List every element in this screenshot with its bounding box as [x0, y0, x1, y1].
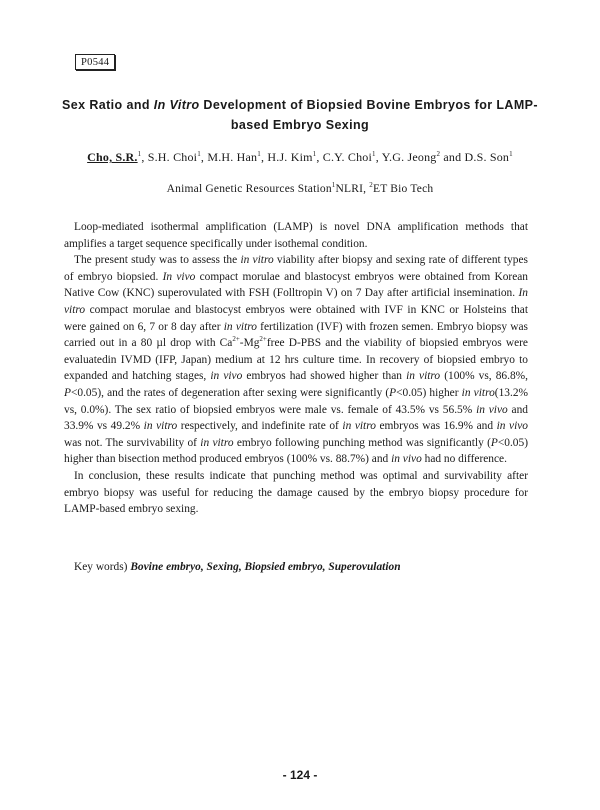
affiliation: Animal Genetic Resources Station$^1$NLRI, $^2$ET Bio Tech [166, 181, 434, 195]
page-number: - 124 - [282, 768, 318, 782]
author-item: S.H. Choi$^1$, [147, 150, 208, 164]
text-run: free D-PBS and the viability of biopsied embryos were evaluatedin IVMD (IFP, Japan) medium at 12 hrs culture time. In recovery of biopsied embryo to expanded and hatching stages, [64, 337, 528, 383]
text-run: respectively, and indefinite rate of [177, 420, 343, 433]
superscript-text: 2+ [259, 335, 267, 344]
text-run: <0.05) higher [396, 386, 462, 399]
author-affil-mark: 1 [137, 150, 142, 158]
text-run: embryo following punching method was significantly ( [233, 436, 491, 449]
author-affil-mark: 1 [257, 150, 261, 158]
author-name: M.H. Han [207, 150, 258, 164]
keywords-label: Key words) [74, 561, 131, 573]
italic-text: In vitro [64, 287, 528, 316]
author-affil-mark: 1 [312, 150, 317, 158]
text-run: embryos had showed higher than [242, 370, 407, 383]
text-run: was not. The survivability of [64, 436, 201, 449]
text-run: <0.05) higher than bisection method produced embryos (100% vs. 88.7%) and [64, 436, 528, 466]
author-item: Y.G. Jeong$^2$ and [381, 150, 465, 164]
author-item: Cho, S.R.$^1$, [87, 150, 148, 164]
italic-text: in vitro [223, 320, 257, 333]
author-item: M.H. Han$^1$, [207, 150, 268, 164]
italic-text: in vivo [210, 370, 243, 383]
italic-text: in vivo [496, 420, 528, 433]
italic-text: in vitro [240, 254, 274, 267]
author-name: H.J. Kim [267, 150, 313, 164]
text-run: In conclusion, these results indicate that punching method was optimal and survivability after embryo biopsy was useful for reducing the damage caused by the embryo biopsy procedure for LAMP-based embryo sexing. [64, 469, 528, 516]
italic-text: in vivo [476, 403, 508, 416]
text-run: embryos was 16.9% and [375, 420, 497, 433]
author-item [465, 150, 513, 164]
abstract-code: P0544 [75, 54, 115, 70]
italic-text: in vitro [342, 420, 376, 433]
author-name: C.Y. Choi [322, 150, 373, 164]
title-post: Development of Biopsied Bovine Embryos for LAMP-based Embryo Sexing [199, 98, 538, 132]
author-item: C.Y. Choi$^1$, [322, 150, 382, 164]
italic-text: in vitro [461, 386, 495, 399]
text-run: fertilization (IVF) with frozen semen. Embryo biopsy was carried out in a 80 µl drop with Ca [64, 320, 528, 350]
text-run: had no difference. [421, 453, 507, 466]
abstract-paragraph [64, 468, 528, 518]
author-name: Cho, S.R. [87, 150, 138, 164]
text-run: (100% vs, 86.8%, [440, 370, 528, 383]
title-italic: In Vitro [153, 98, 200, 112]
author-affil-mark: 2 [436, 150, 441, 158]
author-affil-mark: 1 [197, 150, 201, 158]
italic-text: in vivo [391, 453, 422, 466]
italic-text: P [490, 436, 498, 449]
text-run: <0.05), and the rates of degeneration after sexing were significantly ( [70, 386, 390, 399]
abstract-paragraph [64, 252, 528, 468]
text-run: compact morulae and blastocyst embryos were obtained from Korean Native Cow (KNC) superovulated with FSH (Folltropin V) on 7 Day after artificial insemination. [64, 270, 528, 300]
text-run: and 33.9% vs 49.2% [64, 403, 528, 433]
author-list [40, 150, 560, 165]
text-run: The present study was to assess the [74, 254, 241, 267]
superscript-text: 2+ [232, 335, 240, 344]
italic-text: in vitro [200, 436, 234, 449]
abstract-body [64, 219, 528, 518]
author-name: D.S. Son [464, 150, 510, 164]
text-run: viability after biopsy and sexing rate of different types of embryo biopsied. [64, 254, 528, 283]
author-item: H.J. Kim$^1$, [267, 150, 323, 164]
abstract-paragraph [64, 219, 528, 252]
text-run: compact morulae and blastocyst embryos were obtained with IVF in KNC or Holsteins that were gained on 6, 7 or 8 day after [64, 303, 528, 333]
author-name: Y.G. Jeong [381, 150, 437, 164]
italic-text: in vitro [406, 370, 441, 383]
keywords-terms: Bovine embryo, Sexing, Biopsied embryo, Superovulation [130, 561, 401, 573]
author-name: S.H. Choi [147, 150, 198, 164]
author-affil-mark: 1 [372, 150, 376, 158]
paper-title [60, 95, 540, 135]
italic-text: In vivo [162, 270, 196, 283]
text-run: (13.2% vs, 0.0%). The sex ratio of biopsied embryos were male vs. female of 43.5% vs 56.5% [64, 386, 528, 416]
italic-text: in vitro [143, 420, 178, 433]
italic-text: P [389, 386, 397, 399]
title-pre: Sex Ratio and [62, 98, 154, 112]
keywords [74, 561, 534, 573]
italic-text: P [64, 386, 71, 399]
author-affil-mark: 1 [509, 150, 513, 158]
text-run: -Mg [239, 337, 260, 350]
text-run: Loop-mediated isothermal amplification (LAMP) is novel DNA amplification methods that amplifies a target sequence specifically under isothemal condition. [64, 221, 528, 250]
